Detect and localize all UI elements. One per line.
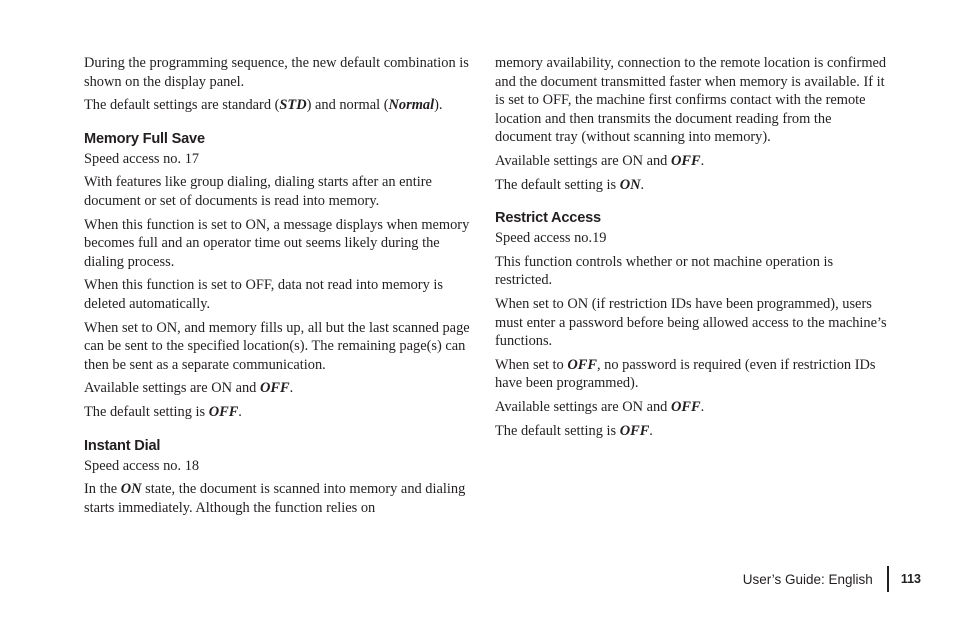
value: OFF: [619, 422, 650, 439]
available-settings: Available settings are ON and OFF.: [495, 398, 705, 415]
paragraph: When this function is set to ON, a message displays when memory becomes full and an operator time out seems likely during the dialing process.: [84, 216, 470, 270]
left-column: [84, 54, 474, 522]
text: Available settings are ON and: [84, 380, 260, 397]
paragraph: When set to ON, and memory fills up, all but the last scanned page can be sent to the specified location(s). The remaining page(s) can then be sent as a separate communication.: [84, 319, 470, 373]
text: , no password is required (even if restriction IDs have been programmed).: [495, 356, 876, 392]
restrict-access-heading: Restrict Access: [495, 210, 601, 227]
paragraph: [495, 356, 887, 393]
text: The default settings are standard (: [84, 97, 280, 114]
paragraph: memory availability, connection to the remote location is confirmed and the document transmitted faster when memory is available. If it is set to OFF, the machine first confirms contact with the remote location and then transmits the document reading from the document tray (without scanning into memory).: [495, 55, 887, 146]
speed-access: Speed access no.19: [495, 230, 607, 247]
footer-label: User’s Guide: English: [742, 571, 873, 587]
memory-full-save-heading: Memory Full Save: [84, 130, 205, 147]
value: OFF: [670, 152, 701, 169]
text: When set to: [495, 356, 568, 373]
right-column: [495, 54, 887, 445]
paragraph: When this function is set to OFF, data not read into memory is deleted automatically.: [84, 277, 443, 312]
available-settings: Available settings are ON and OFF.: [495, 152, 705, 169]
std-value: STD: [279, 97, 307, 114]
text: Available settings are ON and: [495, 398, 671, 415]
paragraph: With features like group dialing, dialing starts after an entire document or set of documents is read into memory.: [84, 174, 432, 209]
default-settings-paragraph: [84, 96, 474, 115]
value: ON: [120, 481, 142, 498]
intro-paragraph: During the programming sequence, the new default combination is shown on the display panel.: [84, 55, 469, 90]
page-number: 113: [900, 572, 921, 586]
value: OFF: [208, 403, 239, 420]
available-settings: Available settings are ON and OFF.: [84, 380, 294, 397]
text: In the: [84, 481, 121, 498]
default-setting: The default setting is OFF.: [495, 422, 653, 439]
text: The default setting is: [495, 176, 620, 193]
default-setting: The default setting is ON.: [495, 176, 645, 193]
text: ) and normal (: [306, 97, 389, 114]
value: OFF: [670, 398, 701, 415]
text: The default setting is: [495, 422, 620, 439]
speed-access: Speed access no. 18: [84, 457, 200, 474]
text: The default setting is: [84, 403, 209, 420]
paragraph: [84, 480, 474, 517]
default-setting: The default setting is OFF.: [84, 403, 242, 420]
footer-divider: [887, 566, 889, 592]
text: state, the document is scanned into memory and dialing starts immediately. Although the function relies on: [84, 481, 466, 516]
value: OFF: [567, 356, 597, 373]
value: OFF: [259, 380, 290, 397]
value: ON: [619, 176, 641, 193]
page-footer: [743, 566, 921, 592]
instant-dial-heading: Instant Dial: [84, 437, 161, 454]
speed-access: Speed access no. 17: [84, 150, 200, 167]
paragraph: When set to ON (if restriction IDs have been programmed), users must enter a password before being allowed access to the machine’s functions.: [495, 295, 887, 350]
normal-value: Normal: [388, 97, 435, 114]
text: ).: [434, 97, 443, 114]
paragraph: This function controls whether or not machine operation is restricted.: [495, 253, 834, 289]
text: Available settings are ON and: [495, 152, 671, 169]
